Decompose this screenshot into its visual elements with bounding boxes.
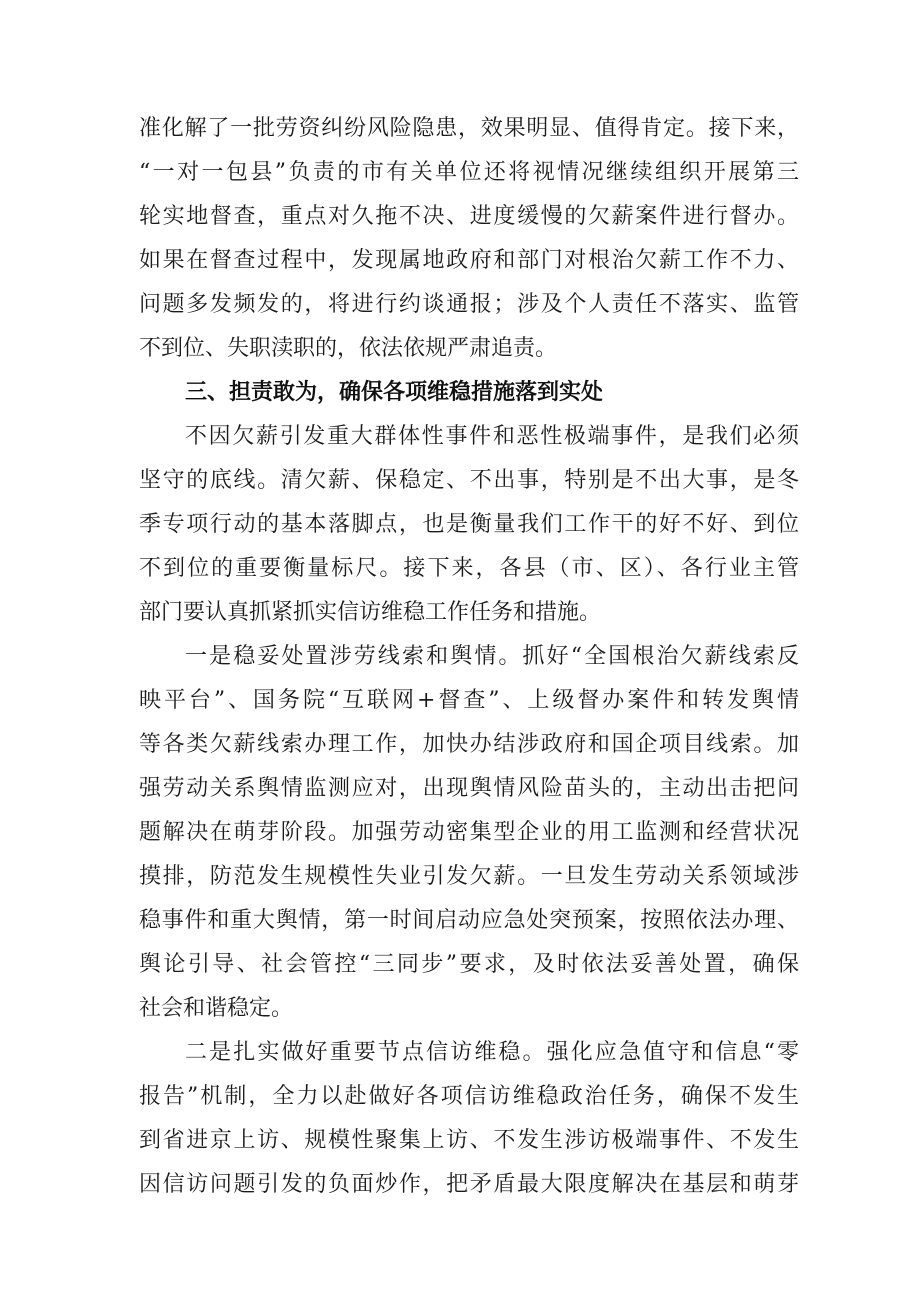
body-text-line: 题解决在萌芽阶段。加强劳动密集型企业的用工监测和经营状况: [139, 820, 799, 845]
body-text-line: 轮实地督查，重点对久拖不决、进度缓慢的欠薪案件进行督办。: [139, 204, 799, 229]
body-text-line: 问题多发频发的，将进行约谈通报；涉及个人责任不落实、监管: [139, 292, 799, 317]
body-text-line: “一对一包县”负责的市有关单位还将视情况继续组织开展第三: [139, 160, 799, 185]
body-text-line: 坚守的底线。清欠薪、保稳定、不出事，特别是不出大事，是冬: [139, 468, 799, 493]
body-text-line: 准化解了一批劳资纠纷风险隐患，效果明显、值得肯定。接下来，: [139, 116, 799, 141]
body-text-line: 稳事件和重大舆情，第一时间启动应急处突预案，按照依法办理、: [139, 908, 799, 933]
body-text-line: 摸排，防范发生规模性失业引发欠薪。一旦发生劳动关系领域涉: [139, 864, 799, 889]
body-text-line: 报告”机制，全力以赴做好各项信访维稳政治任务，确保不发生: [139, 1084, 799, 1109]
body-text-line: 因信访问题引发的负面炒作，把矛盾最大限度解决在基层和萌芽: [139, 1172, 799, 1197]
body-text-line: 强劳动关系舆情监测应对，出现舆情风险苗头的，主动出击把问: [139, 776, 799, 801]
body-text-line: 不到位的重要衡量标尺。接下来，各县（市、区）、各行业主管: [139, 556, 799, 581]
body-text-line: 到省进京上访、规模性聚集上访、不发生涉访极端事件、不发生: [139, 1128, 799, 1153]
body-text-line: 不到位、失职渎职的，依法依规严肃追责。: [139, 336, 558, 361]
section-heading: 三、担责敢为，确保各项维稳措施落到实处: [185, 380, 604, 405]
body-text-line: 如果在督查过程中，发现属地政府和部门对根治欠薪工作不力、: [139, 248, 799, 273]
body-text-line: 部门要认真抓紧抓实信访维稳工作任务和措施。: [139, 600, 602, 625]
body-text-line: 映平台”、国务院“互联网+督查”、上级督办案件和转发舆情: [139, 688, 799, 713]
body-text-line: 舆论引导、社会管控“三同步”要求，及时依法妥善处置，确保: [139, 952, 799, 977]
paragraph-first-line: 一是稳妥处置涉劳线索和舆情。抓好“全国根治欠薪线索反: [185, 644, 799, 669]
paragraph-first-line: 二是扎实做好重要节点信访维稳。强化应急值守和信息“零: [185, 1040, 799, 1065]
body-text-line: 等各类欠薪线索办理工作，加快办结涉政府和国企项目线索。加: [139, 732, 799, 757]
body-text-line: 季专项行动的基本落脚点，也是衡量我们工作干的好不好、到位: [139, 512, 799, 537]
body-text-line: 社会和谐稳定。: [139, 996, 294, 1021]
paragraph-first-line: 不因欠薪引发重大群体性事件和恶性极端事件，是我们必须: [185, 424, 799, 449]
